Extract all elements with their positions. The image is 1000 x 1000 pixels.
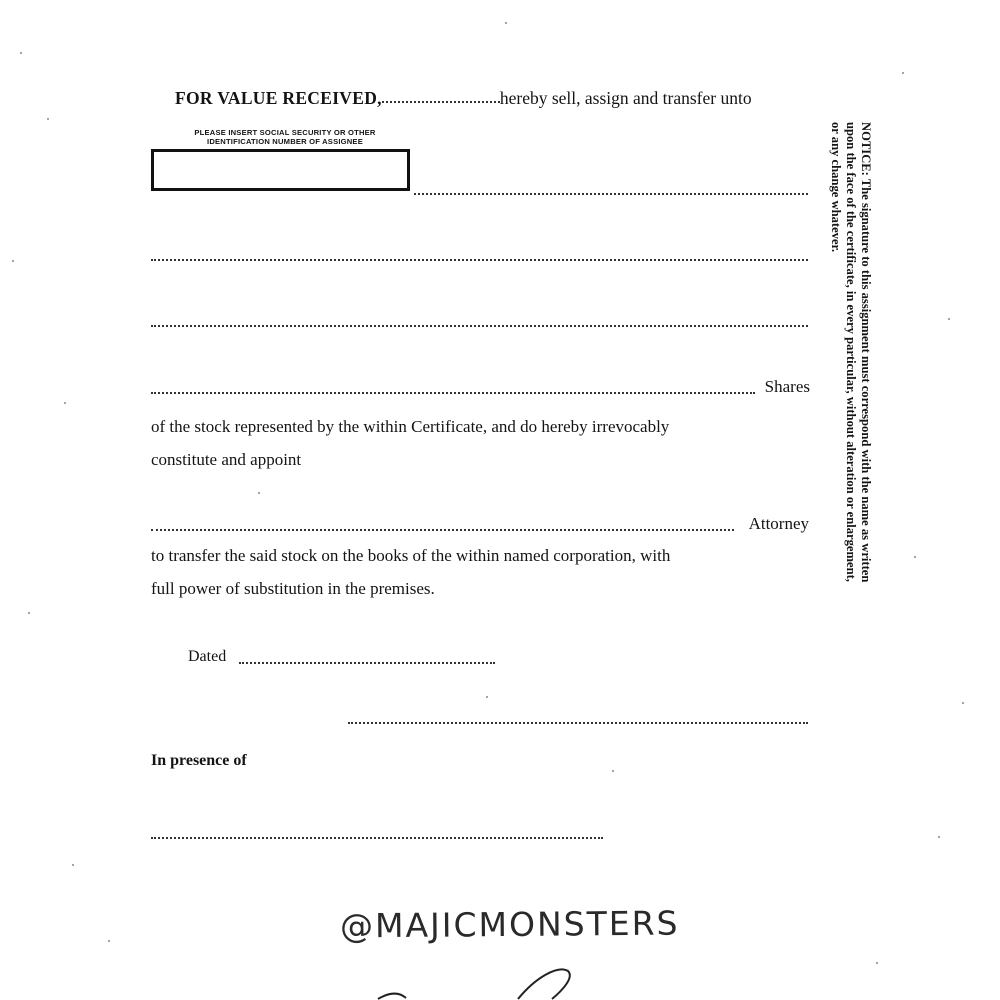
assignee-line-1[interactable] <box>414 193 808 195</box>
transfer-text-line-2: full power of substitution in the premises. <box>151 579 435 598</box>
witness-line[interactable] <box>151 837 603 839</box>
scan-speck <box>108 940 110 942</box>
handwritten-watermark: @MAJICMONSTERS <box>339 903 680 946</box>
scan-speck <box>876 962 878 964</box>
shares-label: Shares <box>764 377 810 396</box>
notice-line-1: NOTICE: The signature to this assignment must correspond with the name as written <box>859 122 873 583</box>
notice-line-3: or any change whatever. <box>829 122 843 253</box>
scan-speck <box>505 22 507 24</box>
assignee-line-2[interactable] <box>151 259 808 261</box>
ssn-label-line2: IDENTIFICATION NUMBER OF ASSIGNEE <box>207 137 363 146</box>
notice-line-2: upon the face of the certificate, in every particular, without alteration or enlargement, <box>844 122 858 582</box>
notice-block <box>815 122 873 708</box>
scan-speck <box>914 556 916 558</box>
signature-scribble <box>368 965 598 1000</box>
ssn-input-box[interactable] <box>151 149 410 191</box>
scan-speck <box>20 52 22 54</box>
value-received-label: FOR VALUE RECEIVED, <box>175 88 382 108</box>
attorney-name-line[interactable] <box>151 529 734 531</box>
scan-speck <box>486 696 488 698</box>
scan-speck <box>12 260 14 262</box>
assignor-field[interactable] <box>382 101 500 103</box>
shares-count-line[interactable] <box>151 392 755 394</box>
scan-speck <box>47 118 49 120</box>
scan-speck <box>902 72 904 74</box>
header-line <box>175 88 752 109</box>
stock-text-line-2: constitute and appoint <box>151 450 302 469</box>
scan-speck <box>258 492 260 494</box>
scan-speck <box>962 702 964 704</box>
stock-text-line-1: of the stock represented by the within Certificate, and do hereby irrevocably <box>151 417 670 436</box>
ssn-label <box>150 128 420 146</box>
attorney-label: Attorney <box>748 514 809 533</box>
dated-label: Dated <box>188 648 227 665</box>
scan-speck <box>28 612 30 614</box>
scan-speck <box>948 318 950 320</box>
transfer-unto-label: hereby sell, assign and transfer unto <box>499 88 752 108</box>
scan-speck <box>938 836 940 838</box>
scan-speck <box>612 770 614 772</box>
in-presence-label: In presence of <box>151 752 247 769</box>
date-line[interactable] <box>239 662 495 664</box>
ssn-label-line1: PLEASE INSERT SOCIAL SECURITY OR OTHER <box>194 128 376 137</box>
signature-line[interactable] <box>348 722 808 724</box>
assignee-line-3[interactable] <box>151 325 808 327</box>
transfer-text-line-1: to transfer the said stock on the books of the within named corporation, with <box>151 546 671 565</box>
scan-speck <box>72 864 74 866</box>
scan-speck <box>64 402 66 404</box>
